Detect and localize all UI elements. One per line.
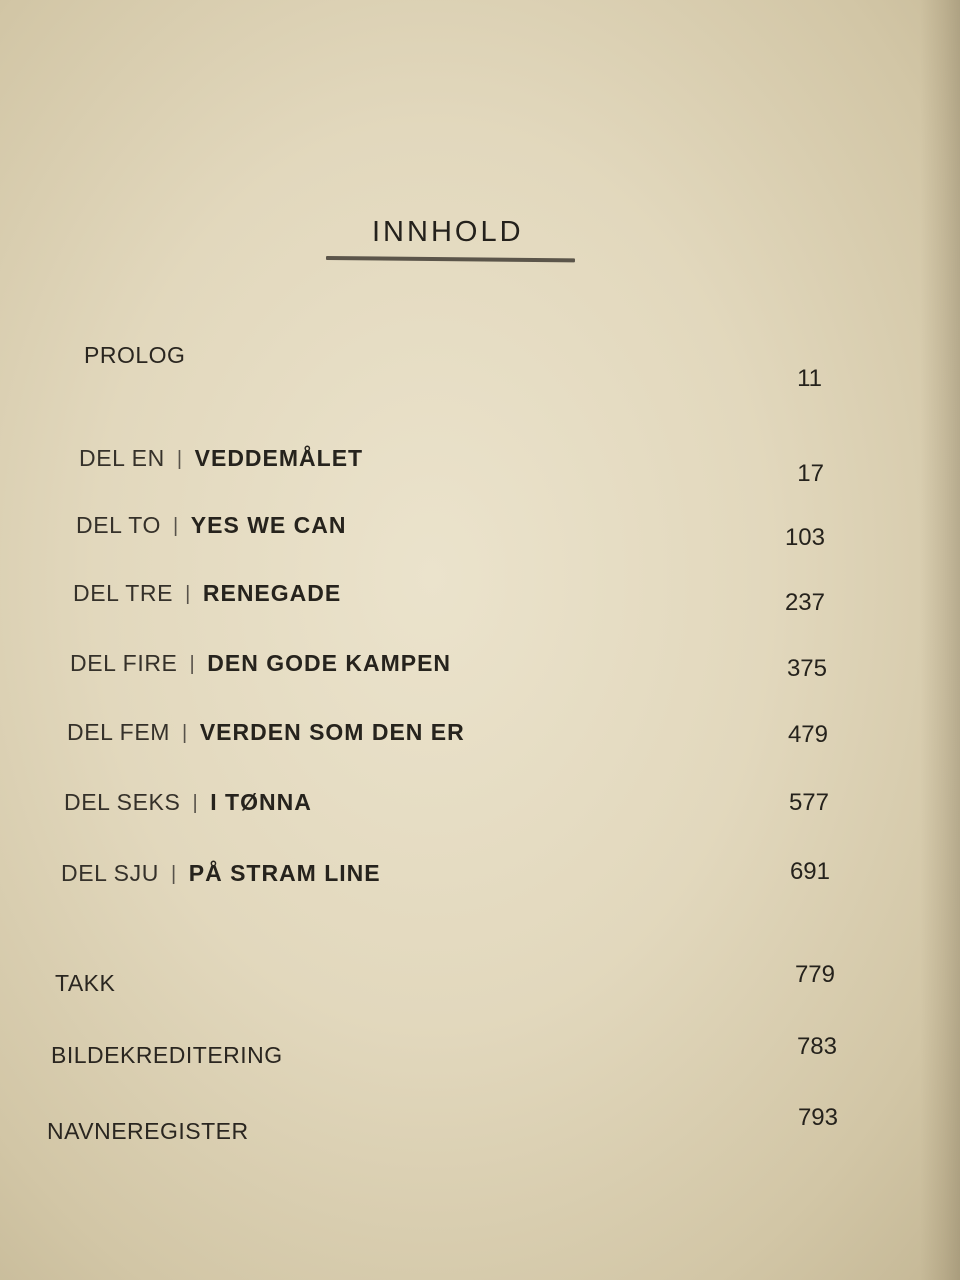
toc-entry-label: BILDEKREDITERING <box>51 1042 283 1068</box>
toc-entry-label: NAVNEREGISTER <box>47 1118 249 1144</box>
toc-page-number: 103 <box>784 524 825 551</box>
toc-entry-del-seks <box>64 789 312 816</box>
toc-part-label: DEL SEKS <box>64 789 181 815</box>
toc-page-number: 17 <box>797 460 824 487</box>
toc-entry-bildekreditering <box>51 1042 283 1069</box>
toc-part-title: VEDDEMÅLET <box>194 445 364 471</box>
page-edge-shadow <box>920 0 960 1280</box>
toc-separator: | <box>173 515 179 537</box>
toc-entry-takk <box>55 970 115 997</box>
toc-separator: | <box>170 863 177 885</box>
toc-entry-del-tre <box>73 580 341 607</box>
toc-entry-del-to <box>76 512 346 539</box>
toc-separator: | <box>182 722 188 744</box>
toc-part-title: RENEGADE <box>202 580 342 606</box>
toc-part-label: DEL EN <box>79 445 165 471</box>
toc-page-number: 375 <box>786 655 827 682</box>
toc-part-title: PÅ STRAM LINE <box>188 860 381 886</box>
toc-page-number: 237 <box>784 589 825 616</box>
toc-entry-navneregister <box>47 1118 249 1145</box>
toc-part-label: DEL TO <box>76 512 161 538</box>
toc-separator: | <box>185 583 191 605</box>
toc-part-label: DEL FEM <box>67 719 171 745</box>
toc-part-label: DEL SJU <box>61 860 159 886</box>
toc-page-number: 479 <box>787 721 828 748</box>
toc-part-label: DEL FIRE <box>70 650 178 676</box>
toc-entry-del-fem <box>67 719 465 746</box>
toc-entry-prolog <box>84 342 185 369</box>
toc-part-label: DEL TRE <box>73 580 174 606</box>
toc-entry-del-sju <box>61 860 381 887</box>
toc-part-title: VERDEN SOM DEN ER <box>199 719 465 745</box>
toc-part-title: I TØNNA <box>210 789 312 815</box>
toc-page-number: 783 <box>796 1033 837 1060</box>
toc-entry-del-en <box>79 445 363 472</box>
toc-page-number: 11 <box>797 365 822 392</box>
toc-page-number: 793 <box>797 1104 838 1131</box>
toc-entry-label: TAKK <box>55 970 116 996</box>
toc-separator: | <box>176 448 183 470</box>
toc-separator: | <box>192 792 199 814</box>
toc-part-title: DEN GODE KAMPEN <box>207 650 452 676</box>
toc-entry-del-fire <box>70 650 451 677</box>
toc-separator: | <box>189 653 196 675</box>
toc-page-number: 691 <box>789 858 830 885</box>
toc-part-title: YES WE CAN <box>190 512 347 538</box>
page-title: INNHOLD <box>372 216 524 248</box>
title-underline <box>326 256 575 262</box>
toc-entry-label: PROLOG <box>84 342 186 368</box>
toc-page-number: 779 <box>794 961 835 988</box>
toc-page-number: 577 <box>788 789 829 816</box>
